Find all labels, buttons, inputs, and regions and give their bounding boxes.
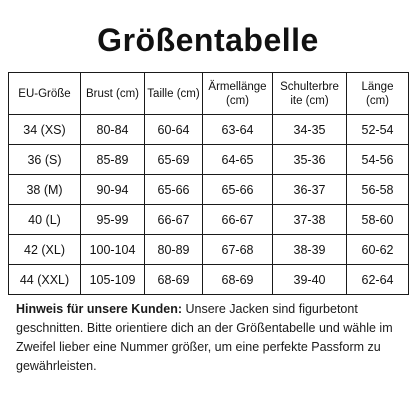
customer-note: [16, 300, 408, 376]
table-cell: 34 (XS): [9, 115, 81, 145]
table-cell: 66-67: [203, 205, 273, 235]
table-cell: 105-109: [81, 265, 145, 295]
table-cell: 35-36: [273, 145, 347, 175]
header-line: (cm): [226, 94, 249, 107]
table-cell: 42 (XL): [9, 235, 81, 265]
table-cell: 68-69: [145, 265, 203, 295]
header-waist: [145, 73, 203, 115]
header-line: Brust (cm): [85, 87, 140, 100]
table-cell: 36 (S): [9, 145, 81, 175]
header-shoulder-width: [273, 73, 347, 115]
table-cell: 54-56: [347, 145, 409, 175]
header-line: Ärmellänge: [208, 80, 267, 93]
header-sleeve-length: [203, 73, 273, 115]
table-cell: 67-68: [203, 235, 273, 265]
header-line: Länge: [361, 80, 394, 93]
header-line: ite (cm): [290, 94, 329, 107]
header-line: Taille (cm): [147, 87, 200, 100]
table-row: [9, 145, 409, 175]
note-lead: Hinweis für unsere Kunden:: [16, 302, 182, 316]
table-cell: 38 (M): [9, 175, 81, 205]
table-cell: 60-64: [145, 115, 203, 145]
table-row: [9, 175, 409, 205]
table-cell: 80-89: [145, 235, 203, 265]
table-cell: 66-67: [145, 205, 203, 235]
header-length: [347, 73, 409, 115]
header-line: (cm): [366, 94, 389, 107]
header-line: EU-Größe: [18, 87, 71, 100]
table-cell: 65-69: [145, 145, 203, 175]
table-cell: 58-60: [347, 205, 409, 235]
header-eu-size: [9, 73, 81, 115]
table-cell: 63-64: [203, 115, 273, 145]
header-chest: [81, 73, 145, 115]
table-cell: 64-65: [203, 145, 273, 175]
table-row: [9, 235, 409, 265]
table-cell: 65-66: [203, 175, 273, 205]
note-text: Unsere Jacken sind figurbetont geschnitten. Bitte orientiere dich an der Größentabelle und wähle im Zweifel lieber eine Nummer größer, um eine perfekte Passform zu gewährleisten.: [16, 302, 393, 373]
table-row: [9, 205, 409, 235]
table-cell: 62-64: [347, 265, 409, 295]
table-cell: 40 (L): [9, 205, 81, 235]
header-line: Schulterbre: [280, 80, 339, 93]
table-cell: 36-37: [273, 175, 347, 205]
table-cell: 34-35: [273, 115, 347, 145]
table-row: [9, 265, 409, 295]
table-cell: 90-94: [81, 175, 145, 205]
table-cell: 60-62: [347, 235, 409, 265]
table-cell: 100-104: [81, 235, 145, 265]
table-cell: 52-54: [347, 115, 409, 145]
table-cell: 95-99: [81, 205, 145, 235]
size-table: [8, 72, 409, 295]
table-cell: 65-66: [145, 175, 203, 205]
table-cell: 38-39: [273, 235, 347, 265]
page-title: Größentabelle: [97, 22, 319, 58]
table-cell: 85-89: [81, 145, 145, 175]
table-cell: 80-84: [81, 115, 145, 145]
table-header-row: [9, 73, 409, 115]
table-cell: 44 (XXL): [9, 265, 81, 295]
table-row: [9, 115, 409, 145]
table-cell: 68-69: [203, 265, 273, 295]
table-cell: 39-40: [273, 265, 347, 295]
table-cell: 37-38: [273, 205, 347, 235]
table-cell: 56-58: [347, 175, 409, 205]
